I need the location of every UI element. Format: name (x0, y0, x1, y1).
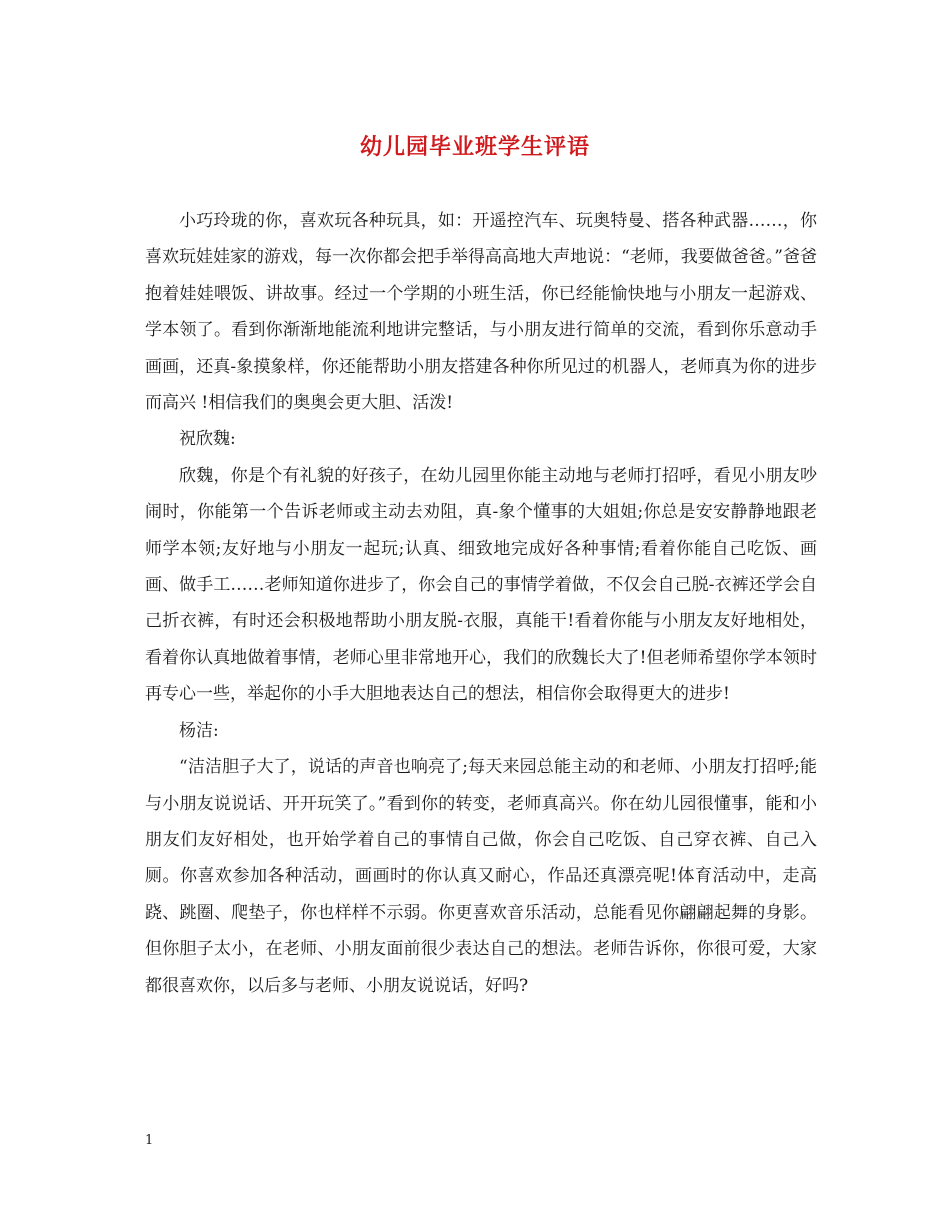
student-name-heading: 杨洁: (179, 720, 219, 741)
document-title: 幼儿园毕业班学生评语 (359, 134, 590, 160)
student-name-heading: 祝欣魏: (179, 429, 236, 450)
paragraph-student-comment: “洁洁胆子大了，说话的声音也响亮了;每天来园总能主动的和老师、小朋友打招呼;能与小朋友说说话、开开玩笑了。”看到你的转变，老师真高兴。你在幼儿园很懂事，能和小朋友们友好相处，也开始学着自己的事情自己做，你会自己吃饭、自己穿衣裤、自己入厕。你喜欢参加各种活动，画画时的你认真又耐心，作品还真漂亮呢!体育活动中，走高跷、跳圈、爬垫子，你也样样不示弱。你更喜欢音乐活动，总能看见你翩翩起舞的身影。但你胆子太小，在老师、小朋友面前很少表达自己的想法。老师告诉你，你很可爱，大家都很喜欢你，以后多与老师、小朋友说说话，好吗? (145, 757, 817, 996)
paragraph-student-comment: 欣魏，你是个有礼貌的好孩子，在幼儿园里你能主动地与老师打招呼，看见小朋友吵闹时，你能第一个告诉老师或主动去劝阻，真-象个懂事的大姐姐;你总是安安静静地跟老师学本领;友好地与小朋友一起玩;认真、细致地完成好各种事情;看着你能自己吃饭、画画、做手工……老师知道你进步了，你会自己的事情学着做，不仅会自己脱-衣裤还学会自己折衣裤，有时还会积极地帮助小朋友脱-衣服，真能干!看着你能与小朋友友好地相处，看着你认真地做着事情，老师心里非常地开心，我们的欣魏长大了!但老师希望你学本领时再专心一些，举起你的小手大胆地表达自己的想法，相信你会取得更大的进步! (145, 465, 817, 705)
page-number: 1 (145, 1133, 154, 1148)
paragraph-intro: 小巧玲珑的你，喜欢玩各种玩具，如：开遥控汽车、玩奥特曼、搭各种武器……，你喜欢玩娃娃家的游戏，每一次你都会把手举得高高地大声地说：“老师，我要做爸爸。”爸爸抱着娃娃喂饭、讲故事。经过一个学期的小班生活，你已经能愉快地与小朋友一起游戏、学本领了。看到你渐渐地能流利地讲完整话，与小朋友进行简单的交流，看到你乐意动手画画，还真-象摸象样，你还能帮助小朋友搭建各种你所见过的机器人，老师真为你的进步而高兴 !相信我们的奥奥会更大胆、活泼! (145, 211, 817, 414)
document-body (145, 203, 817, 1004)
